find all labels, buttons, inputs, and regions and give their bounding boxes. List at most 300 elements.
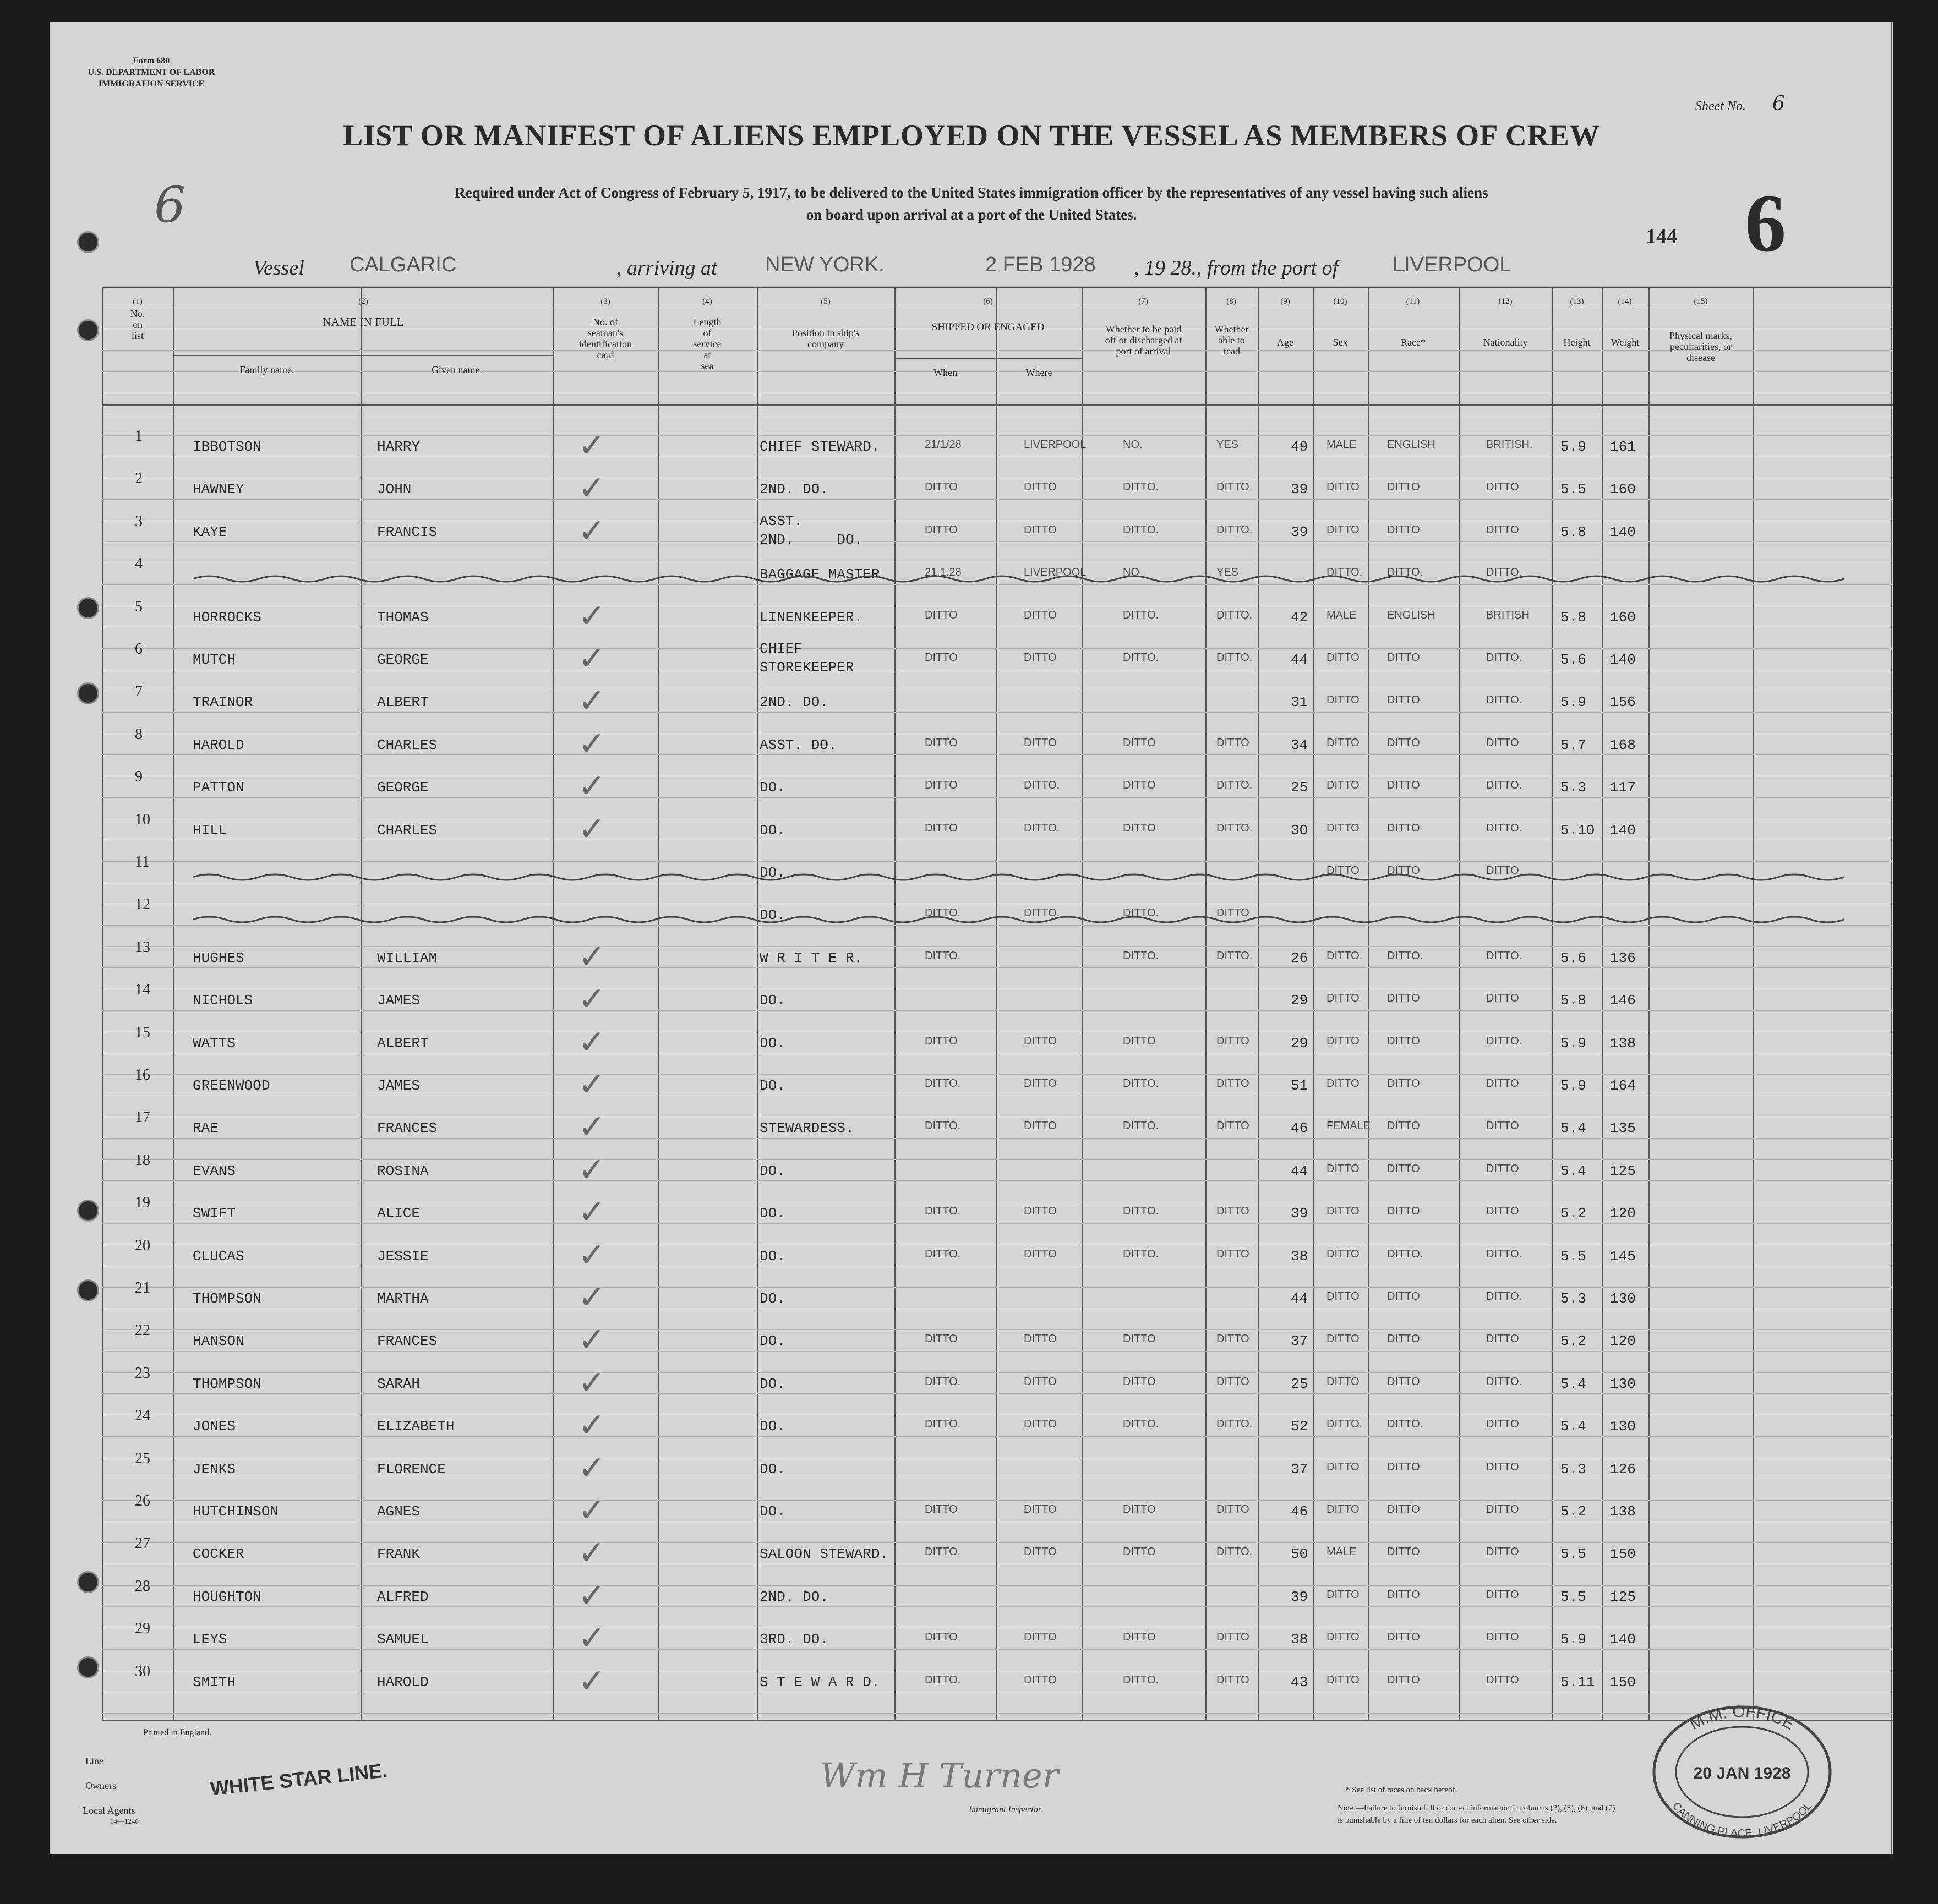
check-mark-icon: ✓	[578, 1576, 606, 1615]
position: DO.	[760, 1035, 785, 1052]
races-note: * See list of races on back hereof.	[1346, 1786, 1457, 1794]
column-number: (14)	[1618, 297, 1632, 306]
age: 25	[1291, 779, 1308, 796]
table-row	[50, 1108, 1893, 1150]
height: 5.4	[1560, 1375, 1586, 1392]
column-number: (2)	[358, 297, 368, 306]
col-header-paid-off: Whether to be paid off or discharged at port of arrival	[1105, 324, 1182, 357]
shipped-subheader-rule	[894, 358, 1082, 359]
arrival-port: NEW YORK.	[765, 253, 885, 276]
given-name: HARRY	[377, 439, 421, 455]
shipped-where: DITTO	[1024, 523, 1057, 536]
shipped-where: DITTO	[1024, 1120, 1057, 1132]
table-row	[50, 639, 1893, 682]
given-name: MARTHA	[377, 1290, 429, 1307]
margin-number: 6	[154, 176, 186, 234]
nationality: DITTO	[1486, 1077, 1519, 1090]
race: DITTO	[1387, 992, 1420, 1005]
sex: DITTO	[1326, 1248, 1360, 1260]
race: DITTO	[1387, 1333, 1420, 1345]
weight: 150	[1610, 1546, 1636, 1563]
nationality: DITTO	[1486, 1205, 1519, 1218]
age: 50	[1291, 1546, 1308, 1563]
arriving-label: , arriving at	[616, 256, 717, 280]
stamp-date: 20 JAN 1928	[1693, 1764, 1791, 1782]
height: 5.7	[1560, 736, 1586, 753]
race: DITTO	[1387, 1205, 1420, 1218]
check-mark-icon: ✓	[578, 1448, 606, 1487]
family-name: JONES	[193, 1418, 236, 1435]
able-to-read: DITTO.	[1216, 822, 1253, 834]
race: DITTO	[1387, 865, 1420, 877]
shipped-where: DITTO	[1024, 1333, 1057, 1345]
check-mark-icon: ✓	[578, 1321, 606, 1360]
shipped-where: DITTO	[1024, 1077, 1057, 1090]
weight: 138	[1610, 1503, 1636, 1520]
row-number: 4	[135, 555, 143, 573]
ledger-rule	[102, 350, 1893, 351]
check-mark-icon: ✓	[578, 809, 606, 849]
age: 25	[1291, 1375, 1308, 1392]
sex: DITTO	[1326, 736, 1360, 749]
race: DITTO	[1387, 523, 1420, 536]
family-name: SWIFT	[193, 1205, 236, 1222]
paid-off: DITTO	[1123, 779, 1156, 792]
given-name: CHARLES	[377, 736, 438, 753]
vessel-label: Vessel	[253, 256, 304, 280]
check-mark-icon: ✓	[578, 1108, 606, 1147]
sex: DITTO	[1326, 1375, 1360, 1388]
table-row	[50, 1449, 1893, 1491]
nationality: DITTO.	[1486, 822, 1522, 834]
nationality: BRITISH.	[1486, 439, 1533, 451]
paid-off: DITTO.	[1123, 481, 1159, 494]
height: 5.10	[1560, 822, 1595, 839]
sex: DITTO	[1326, 1460, 1360, 1473]
height: 5.2	[1560, 1333, 1586, 1350]
shipped-when: 21.1.28	[925, 566, 962, 579]
race: DITTO	[1387, 652, 1420, 664]
able-to-read: DITTO	[1216, 1077, 1249, 1090]
position: 3RD. DO.	[760, 1631, 828, 1648]
page-subtitle: Required under Act of Congress of February 5, 1917, to be delivered to the United States immigration officer by the representatives of any vessel having such aliens on board upon arrival at a port of the United States.	[455, 184, 1488, 223]
row-number: 1	[135, 428, 143, 445]
family-name: HUGHES	[193, 949, 244, 966]
family-name: TRAINOR	[193, 694, 253, 711]
given-name: JOHN	[377, 481, 412, 498]
race: DITTO	[1387, 1077, 1420, 1090]
shipped-when: DITTO	[925, 822, 958, 834]
able-to-read: DITTO	[1216, 1375, 1249, 1388]
shipped-when: DITTO.	[925, 1248, 961, 1260]
check-mark-icon: ✓	[578, 426, 606, 465]
height: 5.3	[1560, 779, 1586, 796]
height: 5.6	[1560, 949, 1586, 966]
race: DITTO	[1387, 1035, 1420, 1047]
given-name: THOMAS	[377, 609, 429, 626]
table-row	[50, 1151, 1893, 1193]
col-header-service: Length of service at sea	[693, 316, 722, 371]
row-number: 17	[135, 1109, 150, 1126]
able-to-read: DITTO	[1216, 1503, 1249, 1515]
race: DITTO	[1387, 481, 1420, 494]
height: 5.8	[1560, 609, 1586, 626]
weight: 140	[1610, 822, 1636, 839]
shipped-where: DITTO	[1024, 1418, 1057, 1431]
race: DITTO.	[1387, 1248, 1423, 1260]
row-number: 3	[135, 512, 143, 530]
height: 5.5	[1560, 481, 1586, 498]
able-to-read: DITTO	[1216, 907, 1249, 920]
ledger-rule	[102, 286, 1893, 287]
position: CHIEF STEWARD.	[760, 439, 880, 455]
form-number: Form 680	[133, 56, 170, 65]
nationality: DITTO	[1486, 1503, 1519, 1515]
family-name: THOMPSON	[193, 1375, 261, 1392]
check-mark-icon: ✓	[578, 682, 606, 721]
family-name: WATTS	[193, 1035, 236, 1052]
age: 30	[1291, 822, 1308, 839]
given-name: ALICE	[377, 1205, 421, 1222]
race: DITTO	[1387, 1460, 1420, 1473]
race: DITTO	[1387, 779, 1420, 792]
position: STEWARDESS.	[760, 1120, 854, 1137]
weight: 117	[1610, 779, 1636, 796]
shipped-where: DITTO	[1024, 1546, 1057, 1558]
col-header-no: No. on list	[130, 308, 145, 341]
printed-note: Printed in England.	[143, 1728, 211, 1737]
position: DO.	[760, 865, 785, 881]
table-row	[50, 980, 1893, 1022]
race: DITTO	[1387, 1546, 1420, 1558]
shipped-when: DITTO.	[925, 1418, 961, 1431]
ledger-rule	[102, 1713, 1893, 1714]
row-number: 19	[135, 1194, 150, 1212]
shipped-where: LIVERPOOL	[1024, 566, 1087, 579]
shipped-where: DITTO	[1024, 481, 1057, 494]
family-name: JENKS	[193, 1460, 236, 1478]
shipped-when: DITTO	[925, 1503, 958, 1515]
race: DITTO	[1387, 694, 1420, 707]
header-bottom-rule	[102, 404, 1893, 406]
family-name: GREENWOOD	[193, 1077, 270, 1094]
paid-off: NO	[1123, 566, 1139, 579]
position: DO.	[760, 1162, 785, 1179]
position: ASST. DO.	[760, 736, 837, 753]
department: U.S. DEPARTMENT OF LABOR	[88, 68, 215, 77]
age: 37	[1291, 1333, 1308, 1350]
given-name: FRANCES	[377, 1333, 438, 1350]
weight: 160	[1610, 609, 1636, 626]
height: 5.8	[1560, 992, 1586, 1009]
strike-through-line	[193, 869, 1844, 885]
penalty-note: Note.—Failure to furnish full or correct information in columns (2), (5), (6), and (7) is punishable by a fine of ten dollars for each alien. See other side.	[1338, 1804, 1615, 1825]
row-number: 30	[135, 1662, 150, 1680]
column-number: (4)	[702, 297, 712, 306]
stamp-top-text: M.M. OFFICE	[1686, 1702, 1798, 1734]
row-number: 26	[135, 1492, 150, 1509]
check-mark-icon: ✓	[578, 469, 606, 508]
shipped-where: DITTO	[1024, 1503, 1057, 1515]
owners-label: Owners	[85, 1780, 116, 1791]
family-name: RAE	[193, 1120, 219, 1137]
weight: 130	[1610, 1290, 1636, 1307]
nationality: DITTO	[1486, 1418, 1519, 1431]
age: 39	[1291, 481, 1308, 498]
nationality: DITTO.	[1486, 1375, 1522, 1388]
given-name: ALBERT	[377, 694, 429, 711]
nationality: DITTO.	[1486, 694, 1522, 707]
position: DO.	[760, 907, 785, 924]
service: IMMIGRATION SERVICE	[98, 79, 205, 89]
table-row	[50, 469, 1893, 511]
col-header-nationality: Nationality	[1483, 337, 1528, 348]
weight: 125	[1610, 1588, 1636, 1605]
position: DO.	[760, 1290, 785, 1307]
table-row	[50, 1364, 1893, 1406]
sheet-number-value: 6	[1772, 92, 1785, 115]
sex: DITTO	[1326, 1077, 1360, 1090]
col-header-name: NAME IN FULL	[323, 315, 404, 329]
sex: DITTO	[1326, 1205, 1360, 1218]
binder-hole	[77, 1279, 99, 1301]
nationality: DITTO.	[1486, 566, 1522, 579]
age: 43	[1291, 1673, 1308, 1690]
row-number: 24	[135, 1407, 150, 1425]
family-name: HUTCHINSON	[193, 1503, 279, 1520]
position: DO.	[760, 779, 785, 796]
stamp-bottom-text: CANNING PLACE, LIVERPOOL	[1669, 1799, 1815, 1840]
row-number: 9	[135, 768, 143, 786]
row-number: 11	[135, 853, 150, 871]
table-row	[50, 1193, 1893, 1235]
family-name: IBBOTSON	[193, 439, 261, 455]
age: 44	[1291, 652, 1308, 668]
able-to-read: DITTO	[1216, 1035, 1249, 1047]
sex: DITTO	[1326, 779, 1360, 792]
given-name: WILLIAM	[377, 949, 438, 966]
row-number: 29	[135, 1620, 150, 1638]
nationality: DITTO	[1486, 992, 1519, 1005]
weight: 140	[1610, 652, 1636, 668]
age: 51	[1291, 1077, 1308, 1094]
big-sheet-number: 6	[1745, 178, 1786, 269]
race: ENGLISH	[1387, 609, 1435, 621]
row-number: 6	[135, 641, 143, 658]
able-to-read: DITTO.	[1216, 481, 1253, 494]
table-row	[50, 512, 1893, 554]
sex: DITTO	[1326, 1631, 1360, 1644]
given-name: SARAH	[377, 1375, 421, 1392]
col-header-read: Whether able to read	[1214, 324, 1249, 357]
sex: DITTO.	[1326, 1418, 1363, 1431]
table-bottom-rule	[102, 1720, 1893, 1721]
position: SALOON STEWARD.	[760, 1546, 889, 1563]
shipped-when: DITTO	[925, 481, 958, 494]
sex: DITTO	[1326, 1588, 1360, 1601]
height: 5.9	[1560, 439, 1586, 455]
check-mark-icon: ✓	[578, 639, 606, 678]
paid-off: DITTO.	[1123, 1120, 1159, 1132]
weight: 156	[1610, 694, 1636, 711]
age: 46	[1291, 1120, 1308, 1137]
family-name: HAROLD	[193, 736, 244, 753]
column-number: (1)	[133, 297, 143, 306]
shipped-when: DITTO	[925, 609, 958, 621]
inspector-signature: Wm H Turner	[820, 1755, 1059, 1796]
row-number: 10	[135, 811, 150, 828]
sex: DITTO	[1326, 1333, 1360, 1345]
able-to-read: DITTO	[1216, 1120, 1249, 1132]
shipped-when: DITTO	[925, 523, 958, 536]
position: DO.	[760, 1418, 785, 1435]
height: 5.3	[1560, 1290, 1586, 1307]
race: DITTO	[1387, 1375, 1420, 1388]
height: 5.2	[1560, 1503, 1586, 1520]
shipped-when: DITTO	[925, 736, 958, 749]
weight: 130	[1610, 1418, 1636, 1435]
race: DITTO.	[1387, 566, 1423, 579]
paid-off: DITTO.	[1123, 523, 1159, 536]
family-name: MUTCH	[193, 652, 236, 668]
table-row	[50, 1236, 1893, 1278]
shipped-when: DITTO.	[925, 1077, 961, 1090]
shipped-when: DITTO	[925, 1333, 958, 1345]
column-number: (9)	[1280, 297, 1290, 306]
weight: 161	[1610, 439, 1636, 455]
sex: DITTO	[1326, 481, 1360, 494]
col-header-id-card: No. of seaman's identification card	[579, 316, 632, 360]
able-to-read: DITTO.	[1216, 779, 1253, 792]
age: 44	[1291, 1162, 1308, 1179]
position: DO.	[760, 1333, 785, 1350]
check-mark-icon: ✓	[578, 724, 606, 763]
table-row	[50, 810, 1893, 852]
column-number: (13)	[1570, 297, 1584, 306]
column-number: (5)	[821, 297, 831, 306]
sex: MALE	[1326, 439, 1357, 451]
height: 5.8	[1560, 523, 1586, 540]
col-header-marks: Physical marks, peculiarities, or disease	[1669, 330, 1732, 363]
race: DITTO.	[1387, 1418, 1423, 1431]
height: 5.5	[1560, 1588, 1586, 1605]
column-number: (12)	[1498, 297, 1513, 306]
col-header-position: Position in ship's company	[791, 327, 860, 349]
weight: 145	[1610, 1248, 1636, 1265]
nationality: DITTO.	[1486, 949, 1522, 962]
given-name: HAROLD	[377, 1673, 429, 1690]
weight: 135	[1610, 1120, 1636, 1137]
nationality: DITTO	[1486, 1673, 1519, 1686]
shipped-when: DITTO.	[925, 949, 961, 962]
given-name: GEORGE	[377, 652, 429, 668]
check-mark-icon: ✓	[578, 1022, 606, 1062]
row-number: 23	[135, 1364, 150, 1382]
check-mark-icon: ✓	[578, 1193, 606, 1232]
check-mark-icon: ✓	[578, 767, 606, 806]
given-name: JESSIE	[377, 1248, 429, 1265]
column-number: (3)	[600, 297, 610, 306]
table-row	[50, 725, 1893, 767]
paid-off: DITTO	[1123, 1503, 1156, 1515]
binder-hole	[77, 1200, 99, 1222]
check-mark-icon: ✓	[578, 597, 606, 636]
race: DITTO	[1387, 1673, 1420, 1686]
col-header-sex: Sex	[1333, 337, 1348, 348]
column-number: (15)	[1694, 297, 1708, 306]
col-header-height: Height	[1563, 337, 1591, 348]
col-header-where: Where	[1025, 367, 1052, 378]
column-number: (7)	[1138, 297, 1148, 306]
nationality: DITTO	[1486, 865, 1519, 877]
age: 26	[1291, 949, 1308, 966]
table-row	[50, 1534, 1893, 1576]
age: 42	[1291, 609, 1308, 626]
shipped-when: DITTO.	[925, 1546, 961, 1558]
age: 49	[1291, 439, 1308, 455]
weight: 160	[1610, 481, 1636, 498]
sex: DITTO	[1326, 865, 1360, 877]
position: BAGGAGE MASTER	[760, 566, 880, 583]
paid-off: DITTO.	[1123, 1418, 1159, 1431]
able-to-read: YES	[1216, 439, 1239, 451]
weight: 120	[1610, 1205, 1636, 1222]
given-name: AGNES	[377, 1503, 421, 1520]
list-number: 144	[1646, 225, 1677, 248]
family-name: HILL	[193, 822, 227, 839]
page-title: LIST OR MANIFEST OF ALIENS EMPLOYED ON THE VESSEL AS MEMBERS OF CREW	[343, 119, 1600, 152]
sex: FEMALE	[1326, 1120, 1371, 1132]
year-label: , 19 28., from the port of	[1134, 256, 1339, 280]
position: DO.	[760, 1248, 785, 1265]
position: DO.	[760, 1375, 785, 1392]
age: 39	[1291, 1205, 1308, 1222]
table-row	[50, 1662, 1893, 1704]
nationality: DITTO	[1486, 1546, 1519, 1558]
shipped-when: DITTO.	[925, 907, 961, 920]
check-mark-icon: ✓	[578, 1235, 606, 1274]
able-to-read: DITTO	[1216, 1631, 1249, 1644]
row-number: 15	[135, 1024, 150, 1041]
weight: 130	[1610, 1375, 1636, 1392]
sheet-number-label: Sheet No.	[1695, 99, 1746, 113]
height: 5.5	[1560, 1248, 1586, 1265]
sex: DITTO	[1326, 1162, 1360, 1175]
height: 5.2	[1560, 1205, 1586, 1222]
age: 44	[1291, 1290, 1308, 1307]
row-number: 20	[135, 1236, 150, 1254]
nationality: DITTO	[1486, 523, 1519, 536]
nationality: DITTO	[1486, 1588, 1519, 1601]
row-number: 22	[135, 1322, 150, 1339]
given-name: GEORGE	[377, 779, 429, 796]
given-name: JAMES	[377, 992, 421, 1009]
height: 5.4	[1560, 1120, 1586, 1137]
height: 5.11	[1560, 1673, 1595, 1690]
nationality: DITTO	[1486, 1120, 1519, 1132]
row-number: 18	[135, 1151, 150, 1169]
table-row	[50, 1065, 1893, 1108]
family-name: PATTON	[193, 779, 244, 796]
check-mark-icon: ✓	[578, 1363, 606, 1402]
able-to-read: YES	[1216, 566, 1239, 579]
height: 5.9	[1560, 1035, 1586, 1052]
position: 2ND. DO.	[760, 694, 828, 711]
check-mark-icon: ✓	[578, 1661, 606, 1700]
paid-off: DITTO	[1123, 736, 1156, 749]
table-row	[50, 1321, 1893, 1363]
shipped-when: 21/1/28	[925, 439, 962, 451]
